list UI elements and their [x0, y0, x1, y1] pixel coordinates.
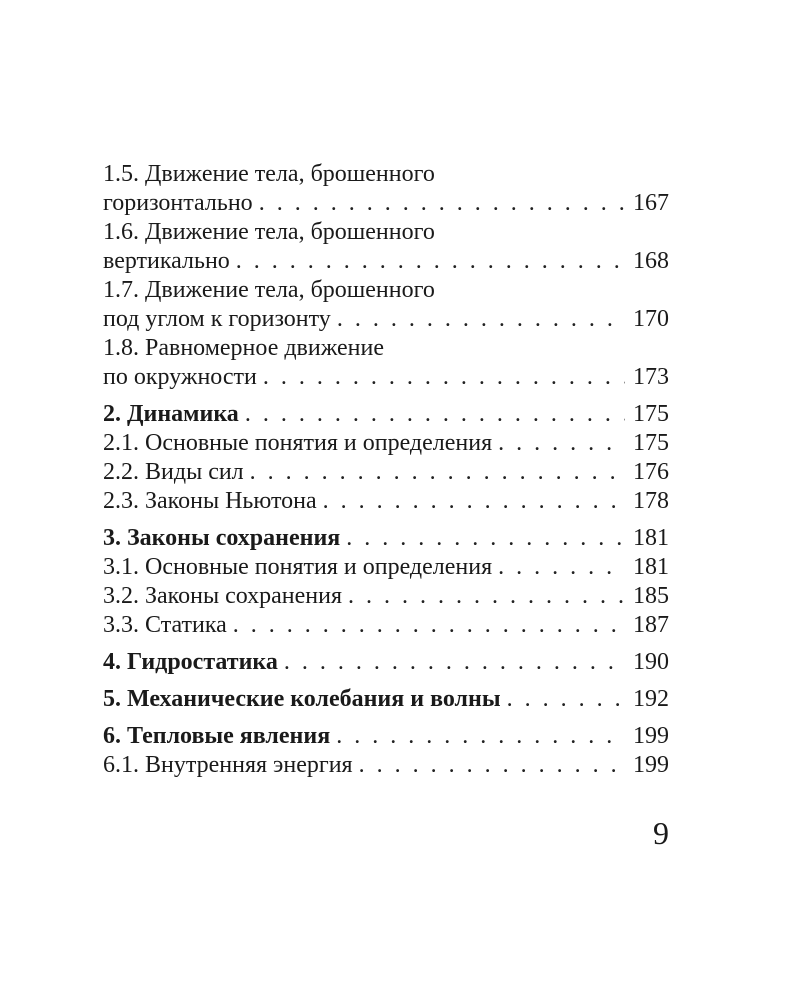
- toc-entry-title-line: 1.7. Движение тела, брошенного: [103, 277, 435, 303]
- toc-entry-title-line: 1.6. Движение тела, брошенного: [103, 219, 435, 245]
- toc-page-number: 190: [633, 649, 669, 675]
- dot-leader: [245, 400, 625, 429]
- toc-entry-title: 3.2. Законы сохранения: [103, 583, 343, 609]
- toc-entry-2-1: [103, 429, 669, 458]
- toc-page-number: 178: [633, 488, 669, 514]
- toc-chapter-4: [103, 648, 669, 677]
- toc-chapter-title: 6. Тепловые явления: [103, 723, 331, 749]
- toc-entry-1-8: [103, 334, 669, 392]
- dot-leader: [336, 722, 625, 751]
- dot-leader: [259, 189, 625, 218]
- toc-entry-title: 2.3. Законы Ньютона: [103, 488, 317, 514]
- dot-leader: [263, 363, 625, 392]
- toc-page-number: 175: [633, 430, 669, 456]
- toc-entry-title: по окружности: [103, 364, 257, 390]
- toc-chapter-2: [103, 400, 669, 429]
- page-number: 9: [653, 815, 669, 851]
- toc-chapter-title: 3. Законы сохранения: [103, 525, 341, 551]
- toc-chapter-title: 2. Динамика: [103, 401, 239, 427]
- dot-leader: [359, 751, 625, 780]
- toc-entry-title: 2.1. Основные понятия и определения: [103, 430, 493, 456]
- dot-leader: [498, 553, 625, 582]
- dot-leader: [323, 487, 625, 516]
- dot-leader: [337, 305, 625, 334]
- toc-entry-3-3: [103, 611, 669, 640]
- toc-chapter-3: [103, 524, 669, 553]
- toc-page-number: 170: [633, 306, 669, 332]
- toc-page-number: 199: [633, 723, 669, 749]
- toc-entry-title: 2.2. Виды сил: [103, 459, 244, 485]
- toc-chapter-5: [103, 685, 669, 714]
- toc-entry-title: под углом к горизонту: [103, 306, 331, 332]
- toc-page-number: 199: [633, 752, 669, 778]
- toc-entry-title-line: 1.8. Равномерное движение: [103, 335, 384, 361]
- dot-leader: [507, 685, 625, 714]
- toc-chapter-6: [103, 722, 669, 751]
- dot-leader: [236, 247, 625, 276]
- table-of-contents: [103, 160, 669, 780]
- toc-entry-1-5: [103, 160, 669, 218]
- toc-entry-title: 3.1. Основные понятия и определения: [103, 554, 493, 580]
- toc-entry-title-line: 1.5. Движение тела, брошенного: [103, 161, 435, 187]
- dot-leader: [233, 611, 625, 640]
- toc-page-number: 187: [633, 612, 669, 638]
- toc-entry-1-6: [103, 218, 669, 276]
- toc-entry-3-2: [103, 582, 669, 611]
- dot-leader: [250, 458, 625, 487]
- toc-entry-2-3: [103, 487, 669, 516]
- toc-entry-3-1: [103, 553, 669, 582]
- toc-entry-title: горизонтально: [103, 190, 253, 216]
- dot-leader: [284, 648, 625, 677]
- toc-entry-2-2: [103, 458, 669, 487]
- toc-page-number: 185: [633, 583, 669, 609]
- toc-entry-title: 6.1. Внутренняя энергия: [103, 752, 353, 778]
- toc-page-number: 167: [633, 190, 669, 216]
- toc-page-number: 192: [633, 686, 669, 712]
- toc-entry-6-1: [103, 751, 669, 780]
- toc-page-number: 168: [633, 248, 669, 274]
- toc-page-number: 176: [633, 459, 669, 485]
- toc-chapter-title: 4. Гидростатика: [103, 649, 278, 675]
- dot-leader: [498, 429, 625, 458]
- toc-page-number: 173: [633, 364, 669, 390]
- toc-chapter-title: 5. Механические колебания и волны: [103, 686, 501, 712]
- toc-page-number: 175: [633, 401, 669, 427]
- toc-entry-1-7: [103, 276, 669, 334]
- toc-entry-title: вертикально: [103, 248, 230, 274]
- toc-page-number: 181: [633, 554, 669, 580]
- toc-page-number: 181: [633, 525, 669, 551]
- dot-leader: [346, 524, 625, 553]
- toc-entry-title: 3.3. Статика: [103, 612, 227, 638]
- dot-leader: [348, 582, 625, 611]
